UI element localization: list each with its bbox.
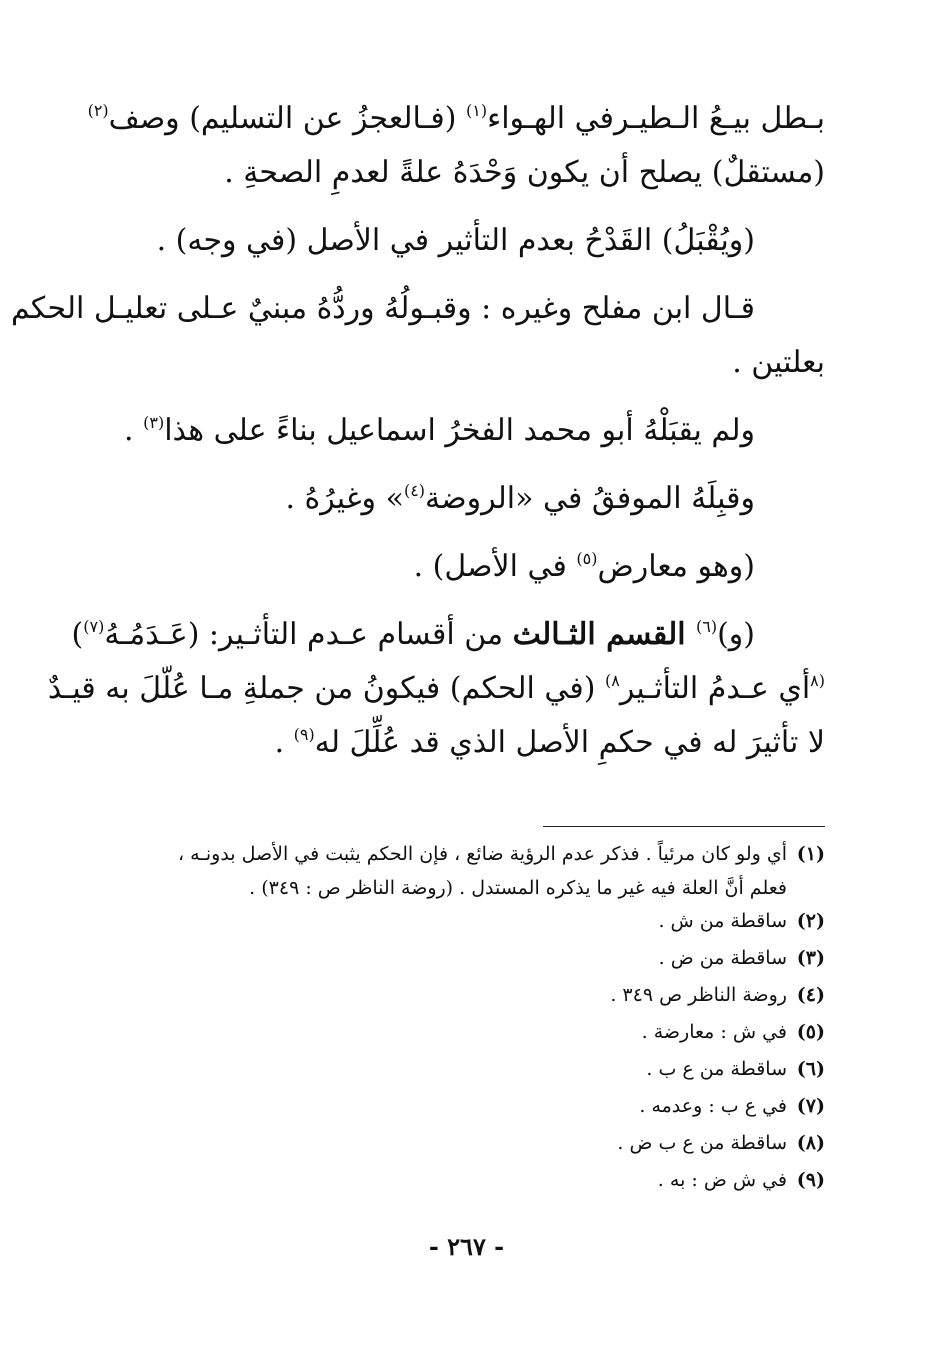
text-segment: في الأصل) . xyxy=(413,549,577,584)
footnote-item xyxy=(100,940,825,977)
footnote-item xyxy=(100,1051,825,1088)
footnote-item xyxy=(100,1014,825,1051)
section-heading: القسم الثـالث xyxy=(512,617,696,652)
footnote-ref: (٥) xyxy=(576,549,598,568)
footnote-text: روضة الناظر ص ٣٤٩ . xyxy=(610,984,787,1006)
footnote-number: (٢) xyxy=(796,910,825,932)
footnote-ref: (٩) xyxy=(293,725,315,744)
text-segment: بـطل بيـعُ الـطيـرفي الهـواء xyxy=(487,101,825,136)
text-segment: » وغيرُهُ . xyxy=(285,481,404,516)
footnote-number: (٣) xyxy=(796,947,825,969)
text-line xyxy=(138,716,825,770)
text-segment: . xyxy=(274,725,294,760)
footnote-text: في ع ب : وعدمه . xyxy=(639,1095,787,1117)
footnote-item xyxy=(100,977,825,1014)
footnote-text: ساقطة من ش . xyxy=(658,910,787,932)
footnote-ref: (٣) xyxy=(143,413,165,432)
footnote-item xyxy=(100,1125,825,1162)
footnote-text: فعلم أنَّ العلة فيه غير ما يذكره المستدل . (روضة الناظر ص : ٣٤٩) . xyxy=(249,877,787,899)
footnote-ref: (٦) xyxy=(696,617,718,636)
footnote-number: (٤) xyxy=(796,984,825,1006)
footnote-number: (٥) xyxy=(796,1021,825,1043)
text-segment: من أقسام عـدم التأثـير: (عَـدَمُـهُ xyxy=(104,617,513,652)
text-segment: ) xyxy=(71,617,84,652)
text-line xyxy=(71,608,825,662)
text-segment: . xyxy=(124,413,144,448)
text-segment: (مستقلٌ) يصلح أن يكون وَحْدَهُ علةً لعدمِ الصحةِ . xyxy=(224,155,825,190)
text-line xyxy=(138,472,825,526)
footnote-item xyxy=(100,903,825,940)
text-segment: ولم يقبَلْهُ أبو محمد الفخرُ اسماعيل بناءً على هذا xyxy=(164,413,755,448)
text-line xyxy=(138,540,825,594)
footnote-divider xyxy=(543,826,825,827)
footnotes xyxy=(100,836,825,1199)
text-segment: (وهو معارض xyxy=(597,549,755,584)
footnote-item xyxy=(100,1162,825,1199)
text-segment: أي عـدمُ التأثـير xyxy=(619,671,811,706)
text-line xyxy=(10,282,825,336)
footnote-text: ساقطة من ع ب . xyxy=(646,1058,787,1080)
text-line xyxy=(138,146,825,200)
page-number: - ٢٦٧ - xyxy=(428,1232,505,1261)
text-line xyxy=(138,214,825,268)
text-segment: (و) xyxy=(717,617,755,652)
footnote-text: أي ولو كان مرئياً . فذكر عدم الرؤية ضائع ، فإن الحكم يثبت في الأصل بدونـه ، xyxy=(177,843,787,865)
footnote-number: (٩) xyxy=(796,1169,825,1191)
text-segment: (فـالعجزُ عن التسليم) وصف xyxy=(108,101,467,136)
footnote-text: ساقطة من ض . xyxy=(658,947,787,969)
footnote-text: في ش ض : به . xyxy=(657,1169,787,1191)
text-segment: (ويُقْبَلُ) القَدْحُ بعدم التأثير في الأصل (في وجه) . xyxy=(156,223,755,258)
footnote-text: في ش : معارضة . xyxy=(641,1021,787,1043)
footnote-continuation xyxy=(100,873,825,903)
footnote-number: (٨) xyxy=(796,1132,825,1154)
footnote-ref: ٨) xyxy=(605,671,620,690)
footnote-ref: (٨ xyxy=(810,671,825,690)
footnote-number: (١) xyxy=(796,843,825,865)
footnote-item xyxy=(100,1088,825,1125)
text-segment: وقبِلَهُ الموفقُ في «الروضة xyxy=(425,481,755,516)
text-line xyxy=(124,404,825,458)
text-line xyxy=(138,336,825,390)
footnote-ref: (٧) xyxy=(83,617,105,636)
text-segment: لا تأثيرَ له في حكمِ الأصل الذي قد عُلِّلَ له xyxy=(314,725,825,760)
text-segment: بعلتين . xyxy=(732,345,825,380)
text-segment: قـال ابن مفلح وغيره : وقبـولُهُ وردُّهُ مبنيٌ عـلى تعليـل الحكم xyxy=(10,291,755,326)
footnote-ref: (١) xyxy=(466,101,488,120)
footnote-number: (٦) xyxy=(796,1058,825,1080)
footnote-text: ساقطة من ع ب ض . xyxy=(617,1132,787,1154)
footnote-ref: (٢) xyxy=(87,101,109,120)
text-line xyxy=(87,92,825,146)
text-segment: (في الحكم) فيكونُ من جملةِ مـا عُلّلَ به قيـدٌ xyxy=(47,671,605,706)
footnote-ref: (٤) xyxy=(403,481,426,500)
footnote-number: (٧) xyxy=(796,1095,825,1117)
main-text xyxy=(10,92,825,770)
footnote-item xyxy=(100,836,825,873)
text-line xyxy=(47,662,825,716)
